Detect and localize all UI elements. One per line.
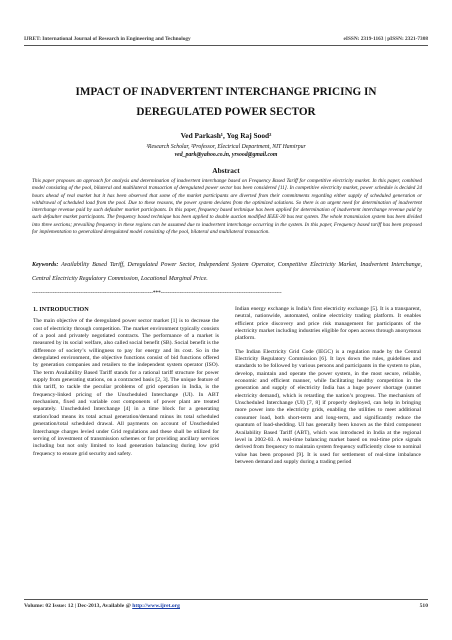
journal-name: IJRET: International Journal of Research in Engineering and Technology [24, 36, 191, 42]
running-footer [24, 603, 428, 609]
section-heading-introduction: 1. INTRODUCTION [33, 306, 89, 313]
issn: eISSN: 2319-1163 | pISSN: 2321-7308 [343, 36, 428, 42]
paper-title [30, 82, 422, 122]
abstract-heading: Abstract [212, 166, 240, 175]
title-line-2: DEREGULATED POWER SECTOR [136, 106, 316, 118]
footer-rule [24, 599, 428, 600]
intro-paragraph-1: The main objective of the deregulated power sector market [1] is to decrease the cost of electricity through competition. The market environment typically consists of a pool and privately negotiated contracts. The performance of a market is measured by its social welfare, also called social benefit (SB). Social benefit is the difference of society’s willingness to pay for energy and its cost. So in the deregulated environment, the objective functions consist of bid functions offered by generation companies and retailers to the independent system operator (ISO). The term Availability Based Tariff stands for a rational tariff structure for power supply from generating stations, on a contracted basis [2, 3]. The unique feature of this tariff, to tackle the peculiar problems of grid operation in India, is the frequency-linked pricing of the Unscheduled Interchange (UI). In ABT mechanism, fixed and variable cost components of power plant are treated separately. Unscheduled Interchange [4] in a time block for a generating station/load means its total actual generation/demand minus its total scheduled generation/total scheduled drawal. All payments on account of Unscheduled Interchange charges levied under Grid regulations and these shall be utilized for serving of investment of transmission schemes or for providing ancillary services including but not only limited to load generation balancing during low grid frequency to ensure grid security and safety. [33, 318, 219, 457]
keywords-label: Keywords: [32, 262, 59, 268]
right-column [235, 306, 421, 472]
abstract-text: This paper proposes an approach for analysis and determination of inadvertent interchange based on Frequency Based Tariff for competitive electricity market. In this paper, combined model consisting of the pool, bilateral and multilateral transaction of deregulated power sector has been considered [11]. In competitive electricity market, power schedule is decided 24 hours ahead of real market but it has been observed that some of the market participants are diverted from their commitments regarding either supply of scheduled generation or withdrawal of scheduled load from the pool. Due to these reasons, the power system deviates from the optimized solutions. So there is an urgent need for determination of inadvertent interchange revenue paid by such defaulter market participants. In this paper, frequency based technique has been applied for determination of inadvertent interchange revenue paid by such defaulter market participants. The frequency based technique has been applied to double auction modified IEEE-30 bus test system. The whole transmission system has been divided into three sections; prevailing frequency in these regions can be assumed due to inadvertent interchange occurring in the system. In this paper, Frequency based tariff has been proposed for implementation to generalized deregulated model consisting of the pool, bilateral and multilateral transaction. [32, 178, 422, 235]
journal-link[interactable]: http://www.ijret.org [132, 603, 180, 609]
keywords-text: Availability Based Tariff, Deregulated Power Sector, Independent System Operator, Competitive Electricity Market, Inadvertent Interchange, Central Electricity Regulatory Commission, Locational Marginal Price. [32, 262, 422, 282]
section-divider: ----------------------------------------------------------------------***---------------------------------------------------------------------- [32, 290, 282, 296]
intro-paragraph-2: Indian energy exchange is India’s first electricity exchange [5]. It is a transparent, neutral, nationwide, automated, online electricity trading platform. It enables efficient price discovery and price risk management for participants of the electricity market including industries eligible for open access through anonymous platform. [235, 306, 421, 342]
intro-paragraph-3: The Indian Electricity Grid Code (IEGC) is a regulation made by the Central Electricity Regulatory Commission [6]. It lays down the rules, guidelines and standards to be followed by various persons and participants in the system to plan, develop, maintain and operate the power system, in the most secure, reliable, economic and efficient manner, while facilitating healthy competition in the generation and supply of electricity India has a huge power shortage (unmet electricity demand), which is retarding the nation’s progress. The mechanism of Unscheduled Interchange (UI) [7, 8] if properly deployed, can help in bringing more power into the electricity grids, enabling the utilities to meet additional consumer load, both short-term and long-term, and significantly reduce the quantum of load-shedding. UI has generally been known as the third component Availability Based Tariff (ABT), which was introduced in India at the regional level in 2002-03. A real-time balancing market based on real-time price signals derived from frequency to maintain system frequency sufficiently close to nominal value has been proposed [9]. It is used for settlement of real-time imbalance between demand and supply during a trading period [235, 348, 421, 465]
affiliation: ¹Research Scholar, ²Professor, Electrical Department, NIT Hamirpur [146, 144, 306, 150]
keywords [32, 258, 422, 286]
title-line-1: IMPACT OF INADVERTENT INTERCHANGE PRICING IN [75, 86, 377, 98]
header-rule [24, 45, 428, 46]
left-column [33, 306, 219, 464]
author-emails: ved_park@yahoo.co.in, yrsood@gmail.com [174, 152, 278, 158]
footer-volume-text: Volume: 02 Issue: 12 | Dec-2013, Available @ [24, 603, 133, 609]
authors: Ved Parkash¹, Yog Raj Sood² [180, 131, 272, 140]
page-number: 510 [419, 603, 428, 609]
footer-volume [24, 603, 180, 609]
running-header [24, 36, 428, 42]
